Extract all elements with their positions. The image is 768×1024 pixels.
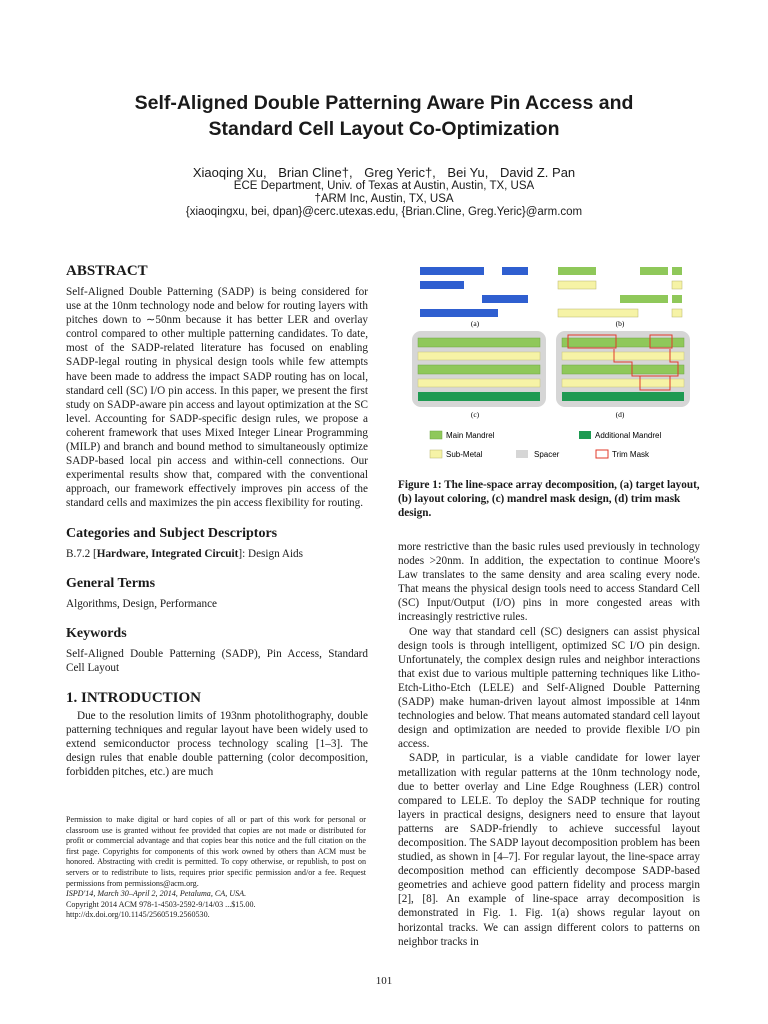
- left-column: [66, 262, 368, 779]
- colored-pattern: [672, 267, 682, 275]
- sub-metal: [562, 379, 684, 387]
- main-mandrel: [418, 338, 540, 347]
- panel-b: [558, 267, 682, 328]
- additional-mandrel: [418, 392, 540, 401]
- label-a: (a): [470, 319, 480, 328]
- additional-mandrel: [562, 392, 684, 401]
- target-pattern: [482, 295, 528, 303]
- title-line-2: Standard Cell Layout Co-Optimization: [208, 118, 560, 140]
- categories-suffix: ]: Design Aids: [238, 547, 303, 560]
- label-c: (c): [470, 410, 480, 419]
- introduction-right-p3: SADP, in particular, is a viable candidate for lower layer metallization with regular patterns at the 10nm technology node, due to better overlay and Line Edge Roughness (LER) control compared to LELE. To deploy the SADP technique for routing layers in practical designs, designers need to ensure that layout patterns are SADP-friendly to achieve successful layout decomposition. The SADP layout decomposition problem has been studied, as shown in [4–7]. For regular layout, the line-space array decomposition method can efficiently decompose SADP-based geometries and achieve good pattern fidelity and process margin [2], [8]. An example of line-space array decomposition is demonstrated in Fig. 1. Fig. 1(a) shows regular layout on horizontal tracks. We can assign different colors to patterns on neighbor tracks in: [398, 752, 700, 948]
- panel-a: [420, 267, 528, 328]
- main-mandrel: [562, 365, 684, 374]
- colored-pattern: [640, 267, 668, 275]
- author-name: Xiaoqing Xu,: [192, 165, 267, 180]
- colored-pattern: [558, 267, 596, 275]
- figure-caption: Figure 1: The line-space array decomposition, (a) target layout, (b) layout coloring, (c) mandrel mask design, (d) trim mask design.: [398, 479, 700, 520]
- introduction-right-p2: One way that standard cell (SC) designers can assist physical design tools is through intelligent, optimized SC I/O pin design. Unfortunately, the complex design rules and neighbor interactions that exist due to various multiple patterning techniques like Litho-Etch-Litho-Etch (LELE) and Self-Aligned Double Patterning (SADP) make human-driven layout almost impossible at 14nm technologies and below. That means automated standard cell layout design and optimization are needed to provide flexible I/O pin access.: [398, 625, 700, 751]
- right-column: [398, 540, 700, 949]
- permission-text: Permission to make digital or hard copies of all or part of this work for personal or classroom use is granted without fee provided that copies are not made or distributed for profit or commercial advantage and that copies bear this notice and the full citation on the first page. Copyrights for components of this work owned by others than ACM must be honored. Abstracting with credit is permitted. To copy otherwise, or republish, to post on servers or to redistribute to lists, requires prior specific permission and/or a fee. Request permissions from permissions@acm.org.: [66, 815, 366, 888]
- introduction-heading: 1. INTRODUCTION: [66, 689, 202, 706]
- general-terms-heading: General Terms: [66, 575, 156, 591]
- colored-pattern: [672, 309, 682, 317]
- target-pattern: [502, 267, 528, 275]
- permission-notice: [66, 815, 366, 921]
- main-mandrel: [418, 365, 540, 374]
- colored-pattern: [558, 281, 596, 289]
- paper-title: [60, 90, 708, 142]
- legend-additional-mandrel: Additional Mandrel: [595, 431, 662, 440]
- label-d: (d): [615, 410, 625, 419]
- keywords-text: Self-Aligned Double Patterning (SADP), Pin Access, Standard Cell Layout: [66, 647, 368, 674]
- sub-metal: [418, 352, 540, 360]
- categories-text: [66, 547, 368, 561]
- author-name: Bei Yu,: [447, 165, 489, 180]
- figure-1: [408, 258, 704, 480]
- general-terms-text: Algorithms, Design, Performance: [66, 597, 217, 610]
- colored-pattern: [672, 281, 682, 289]
- main-mandrel: [562, 338, 684, 347]
- introduction-left-text: Due to the resolution limits of 193nm photolithography, double patterning techniques and regular layout have been widely used to extend semiconductor process technology scaling [1–3]. The design rules that enable double patterning (color decomposition, forbidden pitches, etc.) are much: [66, 709, 368, 779]
- title-line-1: Self-Aligned Double Patterning Aware Pin Access and: [134, 92, 634, 114]
- author-name: Brian Cline†,: [278, 165, 353, 180]
- author-emails: {xiaoqingxu, bei, dpan}@cerc.utexas.edu, {Brian.Cline, Greg.Yeric}@arm.com: [185, 206, 583, 218]
- sub-metal: [418, 379, 540, 387]
- copyright-line: Copyright 2014 ACM 978-1-4503-2592-9/14/03 ...$15.00.: [66, 899, 256, 909]
- keywords-heading: Keywords: [66, 625, 127, 641]
- legend-swatch-main-mandrel: [430, 431, 442, 439]
- legend-swatch-spacer: [516, 450, 528, 458]
- categories-bold: Hardware, Integrated Circuit: [96, 547, 239, 560]
- label-b: (b): [615, 319, 625, 328]
- legend-sub-metal: Sub-Metal: [446, 450, 483, 459]
- legend: [430, 431, 661, 459]
- legend-swatch-additional-mandrel: [579, 431, 591, 439]
- affiliation-arm: †ARM Inc, Austin, TX, USA: [314, 193, 454, 205]
- author-name: Greg Yeric†,: [364, 165, 436, 180]
- legend-swatch-sub-metal: [430, 450, 442, 458]
- author-names: [60, 165, 708, 180]
- legend-main-mandrel: Main Mandrel: [446, 431, 495, 440]
- colored-pattern: [558, 309, 638, 317]
- conference-info: ISPD'14, March 30–April 2, 2014, Petaluma, CA, USA.: [66, 889, 247, 899]
- panel-d: [556, 331, 690, 419]
- colored-pattern: [672, 295, 682, 303]
- doi-link[interactable]: http://dx.doi.org/10.1145/2560519.2560530.: [66, 910, 210, 920]
- legend-trim-mask: Trim Mask: [612, 450, 650, 459]
- author-name: David Z. Pan: [500, 165, 576, 180]
- abstract-text: Self-Aligned Double Patterning (SADP) is being considered for use at the 10nm technology node and below for routing layers with pitches down to ∼50nm because it has better LER and overlay control compared to other multiple patterning candidates. To date, most of the SADP-related literature has focused on enabling SADP-legal routing in physical design tools while few attempts have been made to address the impact SADP routing has on local, standard cell (SC) I/O pin access. In this paper, we present the first study on SADP-aware pin access and layout optimization at the SC level. Accounting for SADP-specific design rules, we propose a coherent framework that uses Mixed Integer Linear Programming (MILP) and branch and bound method to simultaneously optimize SADP-based local pin access and within-cell connections. Our experimental results show that, compared with the conventional approach, our framework effectively improves pin access of the standard cells and maximizes the pin access flexibility for routing.: [66, 286, 368, 510]
- categories-heading: Categories and Subject Descriptors: [66, 525, 278, 541]
- legend-swatch-trim-mask: [596, 450, 608, 458]
- target-pattern: [420, 281, 464, 289]
- target-pattern: [420, 267, 484, 275]
- legend-spacer: Spacer: [534, 450, 560, 459]
- introduction-right-p1: more restrictive than the basic rules used previously in technology nodes >20nm. In addition, the expectation to continue Moore's Law translates to the same density and area scaling every node. That means the physical design tools need to access Standard Cell (SC) Input/Output (I/O) pins in more congested areas with increasingly restrictive rules.: [398, 541, 700, 624]
- abstract-heading: ABSTRACT: [66, 263, 148, 279]
- affiliation-ut: ECE Department, Univ. of Texas at Austin, Austin, TX, USA: [233, 180, 535, 192]
- page-number: 101: [375, 975, 393, 987]
- sub-metal: [562, 352, 684, 360]
- target-pattern: [420, 309, 498, 317]
- author-block: [60, 165, 708, 219]
- panel-c: [412, 331, 546, 419]
- categories-prefix: B.7.2 [: [66, 547, 97, 560]
- colored-pattern: [620, 295, 668, 303]
